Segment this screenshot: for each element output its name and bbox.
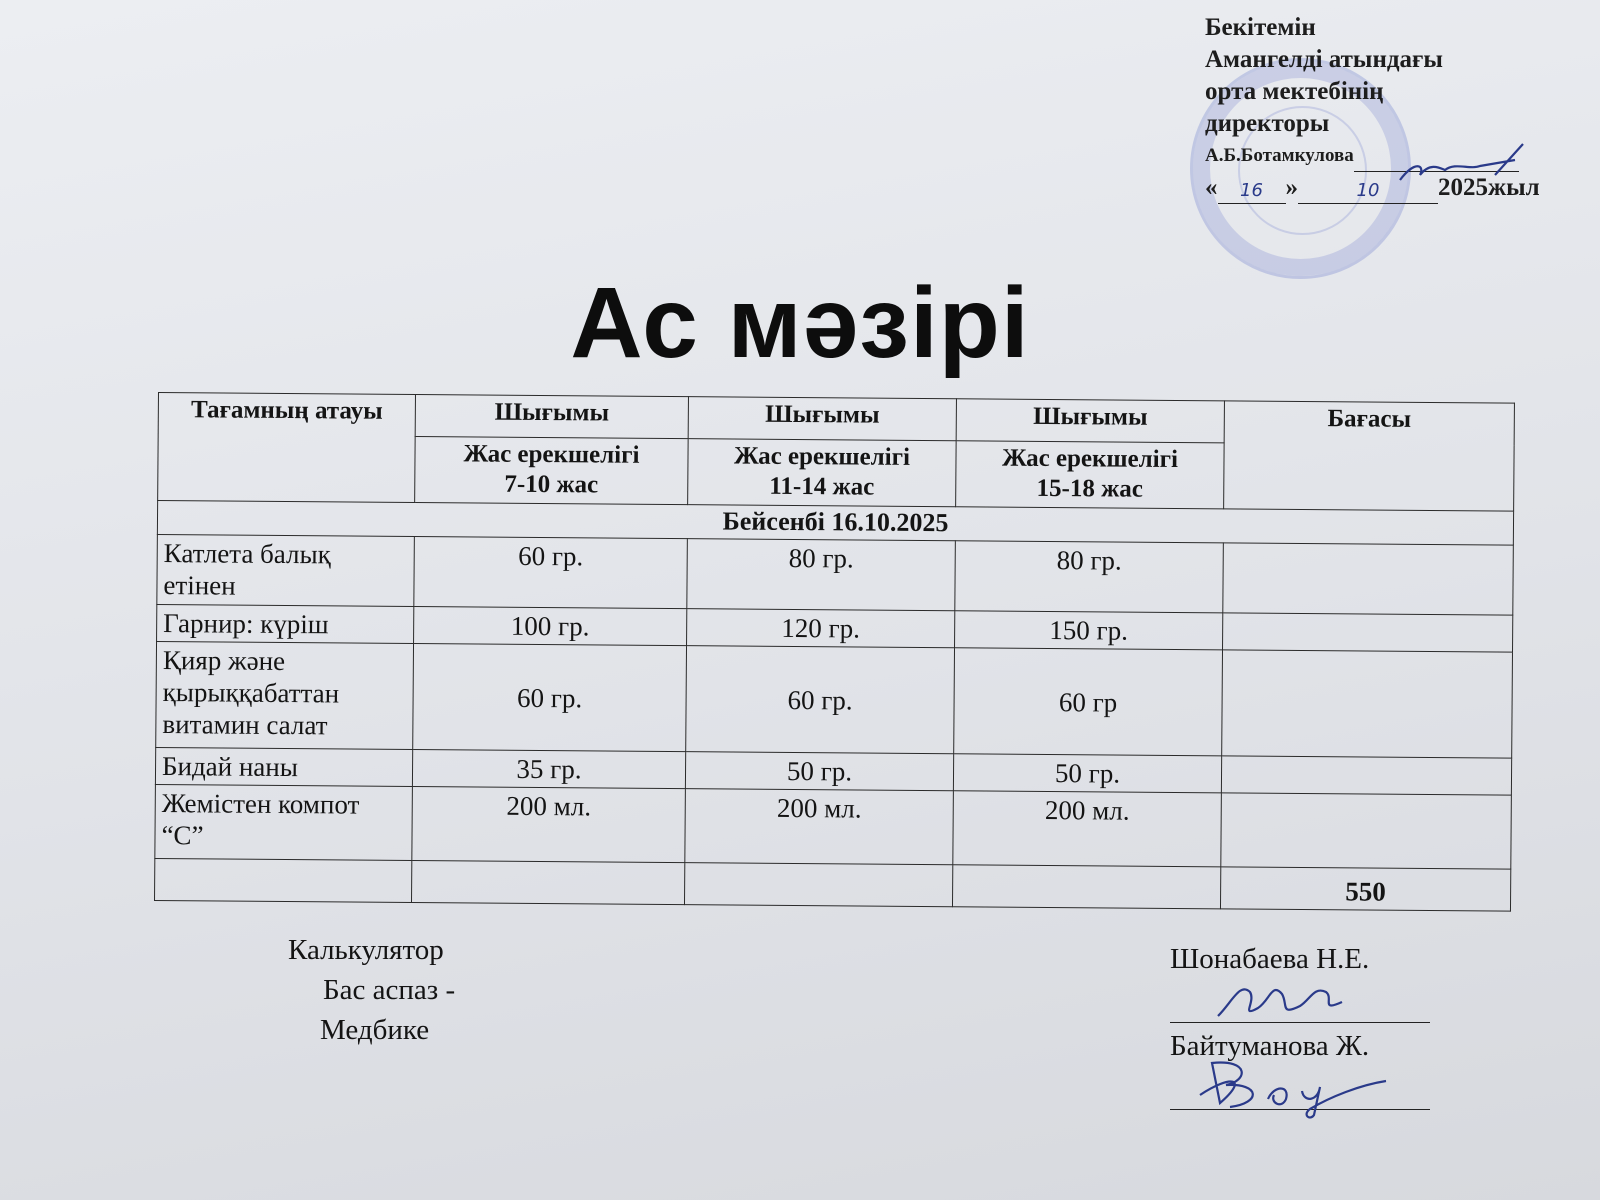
portion-15-18: 80 гр. xyxy=(955,541,1224,613)
signer-1-signature-line xyxy=(1170,978,1430,1023)
dish-name: Жемістен компот “С” xyxy=(155,784,413,860)
age-label: Жас ерекшелігі xyxy=(463,440,640,469)
date-year: 2025жыл xyxy=(1438,174,1540,201)
portion-7-10: 35 гр. xyxy=(412,750,685,789)
table-row xyxy=(157,534,1514,615)
age-range: 15-18 жас xyxy=(1036,474,1144,503)
header-output-2: Шығымы xyxy=(688,397,956,441)
director-signature xyxy=(1395,140,1530,190)
price-cell xyxy=(1223,543,1514,615)
role-nurse: Медбике xyxy=(320,1014,430,1046)
empty-cell xyxy=(411,861,684,905)
approval-line-4: директоры xyxy=(1205,110,1330,137)
age-range: 11-14 жас xyxy=(769,472,875,501)
date-close-quote: » xyxy=(1285,174,1298,201)
portion-15-18: 200 мл. xyxy=(953,791,1222,867)
footer-signatures xyxy=(1170,940,1430,1114)
age-label: Жас ерекшелігі xyxy=(733,442,911,471)
portion-11-14: 50 гр. xyxy=(685,752,953,791)
portion-7-10: 100 гр. xyxy=(414,607,687,646)
menu-table xyxy=(154,392,1514,912)
portion-11-14: 80 гр. xyxy=(687,539,956,611)
dish-name: Қияр және қырыққабаттан витамин салат xyxy=(156,641,414,749)
portion-11-14: 120 гр. xyxy=(687,609,955,648)
portion-7-10: 60 гр. xyxy=(414,537,688,609)
table-row xyxy=(156,641,1513,758)
age-label: Жас ерекшелігі xyxy=(1001,444,1179,474)
signer-2-signature xyxy=(1190,1055,1390,1117)
date-day: 16 xyxy=(1218,179,1286,204)
portion-11-14: 60 гр. xyxy=(686,646,955,754)
header-price: Бағасы xyxy=(1224,401,1515,511)
director-name: А.Б.Ботамкулова xyxy=(1205,145,1354,166)
date-open-quote: « xyxy=(1205,174,1218,201)
table-row xyxy=(155,784,1512,869)
portion-15-18: 150 гр. xyxy=(955,611,1223,650)
portion-15-18: 60 гр xyxy=(954,648,1223,756)
header-age-group-2 xyxy=(688,439,957,507)
date-month: 10 xyxy=(1298,179,1438,204)
approval-line-1: Бекітемін xyxy=(1205,14,1316,41)
page-title: Ас мәзірі xyxy=(570,267,1030,379)
header-dish-name: Тағамның атауы xyxy=(158,393,416,503)
age-range: 7-10 жас xyxy=(504,470,599,499)
price-cell xyxy=(1221,793,1512,869)
portion-11-14: 200 мл. xyxy=(685,789,954,865)
dish-name: Бидай наны xyxy=(155,747,412,786)
portion-15-18: 50 гр. xyxy=(953,754,1221,793)
dish-name: Гарнир: күріш xyxy=(157,604,414,643)
empty-cell xyxy=(684,863,952,907)
portion-7-10: 60 гр. xyxy=(413,644,687,752)
price-cell xyxy=(1223,613,1513,652)
empty-cell xyxy=(155,858,412,902)
empty-cell xyxy=(952,865,1220,909)
role-head-cook: Бас аспаз - xyxy=(323,974,456,1006)
signer-1-name: Шонабаева Н.Е. xyxy=(1170,943,1370,975)
footer-roles xyxy=(288,930,455,1050)
total-price: 550 xyxy=(1220,867,1510,911)
portion-7-10: 200 мл. xyxy=(412,787,686,863)
price-cell xyxy=(1221,756,1511,795)
dish-name: Катлета балық етінен xyxy=(157,534,415,606)
header-age-group-3 xyxy=(956,441,1225,509)
header-age-group-1 xyxy=(415,437,689,505)
role-calculator: Калькулятор xyxy=(288,934,444,966)
signer-2-signature-line xyxy=(1170,1065,1430,1110)
signer-2-name: Байтуманова Ж. xyxy=(1170,1030,1370,1062)
header-output-1: Шығымы xyxy=(415,395,688,439)
approval-line-2: Амангелді атындағы xyxy=(1205,46,1443,73)
price-cell xyxy=(1222,650,1513,758)
header-output-3: Шығымы xyxy=(956,399,1224,443)
day-row: Бейсенбі 16.10.2025 xyxy=(157,501,1513,546)
signer-1-signature xyxy=(1210,972,1370,1028)
approval-line-3: орта мектебінің xyxy=(1205,78,1384,105)
